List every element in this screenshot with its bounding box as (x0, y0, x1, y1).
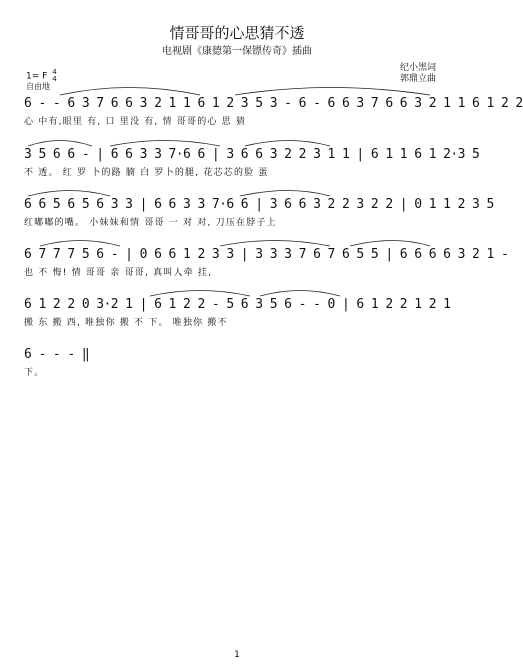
notation-line: 6 7 7 7 5 6 - | 0 6 6 1 2 3 3 | 3 3 3 7 6 7 6 5 5 | 6 6 6 6 3 2 1 - (24, 247, 509, 262)
composer-credit: 郭鼎立曲 (399, 74, 436, 84)
time-signature-bottom: 4 (52, 75, 57, 83)
notation-line: 6 6 5 6 5 6 3 3 | 6 6 3 3 7·6 6 | 3 6 6 3 2 2 3 2 2 | 0 1 1 2 3 5 (24, 197, 494, 212)
notation-line: 6 - - 6 3 7 6 6 3 2 1 1 6 1 2 3 5 3 - 6 - 6 6 3 7 6 6 3 2 1 1 6 1 2 2 (24, 96, 523, 111)
lyric-line: 搬 东 搬 西, 唯独你 搬 不 下。 唯独你 搬不 (24, 318, 228, 328)
key-label: 1= F (26, 71, 48, 82)
notation-line: 6 - - - ‖ (24, 347, 90, 362)
lyric-line: 红嘟嘟的嘴。 小妹妹和情 哥哥 一 对 对, 刀压在脖子上 (24, 218, 277, 228)
notation-line: 3 5 6 6 - | 6 6 3 3 7·6 6 | 3 6 6 3 2 2 3 1 1 | 6 1 1 6 1 2·3 5 (24, 147, 480, 162)
lyricist-credit: 纪小黑词 (399, 63, 436, 73)
time-signature-top: 4 (52, 68, 57, 76)
lyric-line: 不 透。 红 罗 卜的路 腩 白 罗卜的腿, 花芯芯的脸 蛋 (24, 168, 269, 178)
lyric-line: 也 不 悔! 情 哥哥 亲 哥哥, 真叫人牵 挂, (24, 268, 213, 278)
tempo-marking: 自由地 (26, 82, 50, 91)
lyric-line: 心 中有,眼里 有, 口 里没 有, 情 哥哥的心 思 猜 (24, 117, 247, 127)
time-signature (52, 69, 56, 83)
page-title: 情哥哥的心思猜不透 (169, 24, 305, 42)
page-subtitle: 电视剧《康德第一保镖传奇》插曲 (162, 46, 312, 57)
notation-line: 6 1 2 2 0 3·2 1 | 6 1 2 2 - 5 6 3 5 6 - - 0 | 6 1 2 2 1 2 1 (24, 297, 451, 312)
page-number: 1 (234, 650, 240, 660)
lyric-line: 下。 (24, 368, 45, 378)
